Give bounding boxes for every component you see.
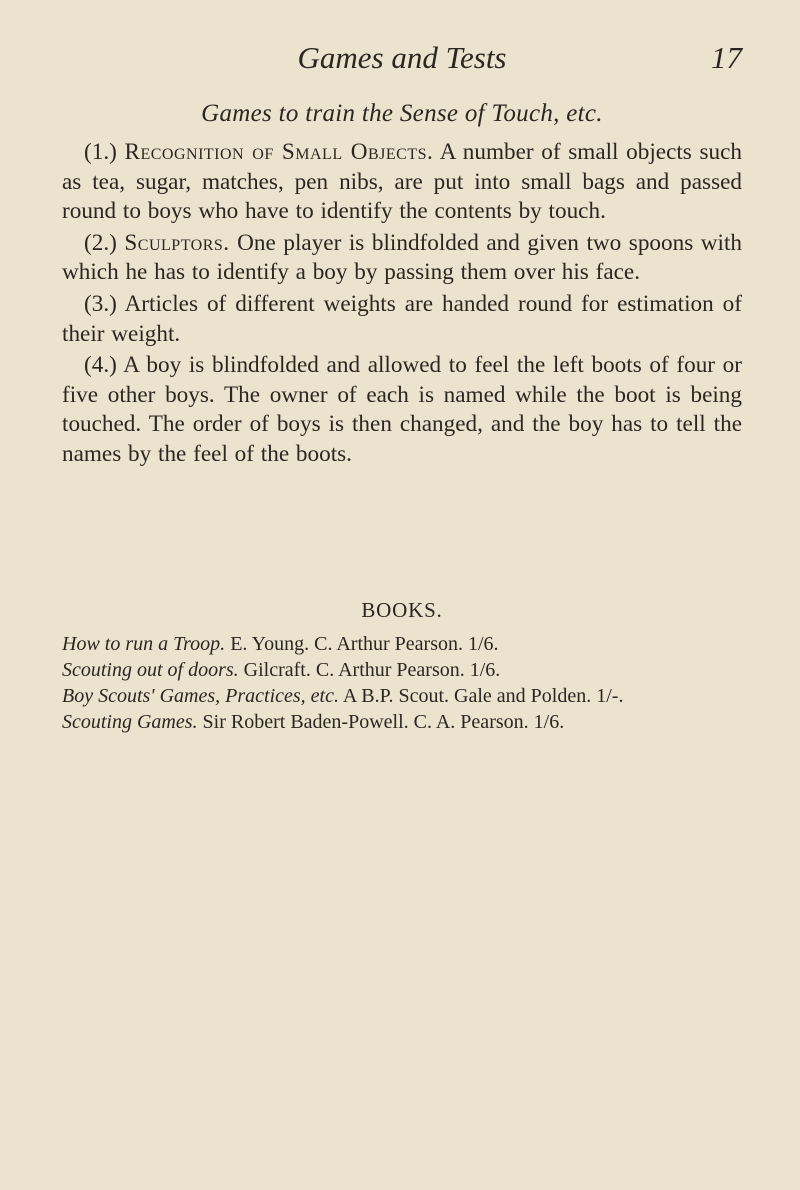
- book-title: How to run a Troop.: [62, 632, 226, 655]
- book-details: E. Young. C. Arthur Pearson. 1/6.: [230, 632, 499, 655]
- section-heading: Games to train the Sense of Touch, etc.: [201, 100, 603, 127]
- paragraph-1: [62, 138, 742, 227]
- book-details: Gilcraft. C. Arthur Pearson. 1/6.: [243, 658, 501, 681]
- paragraph-caption: Recognition of Small Objects.: [124, 139, 434, 165]
- paragraph-3: [62, 290, 742, 349]
- running-head-title: Games and Tests: [297, 40, 507, 75]
- paragraph-2: [62, 229, 742, 288]
- paragraph-number: (3.): [84, 290, 117, 317]
- books-heading: BOOKS.: [361, 597, 443, 622]
- paragraph-text: A number of small objects such as tea, sugar, matches, pen nibs, are put into small bags and passed round to boys who have to identify the contents by touch.: [62, 139, 742, 225]
- books-section: [62, 598, 742, 735]
- book-entry: [62, 709, 742, 735]
- book-entry: [62, 631, 742, 657]
- paragraph-4: [62, 351, 742, 469]
- book-title: Scouting Games.: [62, 710, 198, 733]
- running-head: [62, 40, 742, 88]
- paragraph-number: (1.): [84, 139, 117, 165]
- paragraph-number: (2.): [84, 229, 117, 256]
- book-details: Sir Robert Baden-Powell. C. A. Pearson. 1/6.: [202, 710, 565, 733]
- book-details: A B.P. Scout. Gale and Polden. 1/-.: [342, 684, 624, 707]
- paragraph-text: One player is blindfolded and given two spoons with which he has to identify a boy by passing them over his face.: [62, 229, 743, 286]
- paragraph-text: Articles of different weights are handed round for estimation of their weight.: [62, 290, 742, 347]
- paragraph-text: A boy is blindfolded and allowed to feel the left boots of four or five other boys. The owner of each is named while the boot is being touched. The order of boys is then changed, and the boy has to tell the names by the feel of the boots.: [62, 352, 742, 467]
- page-number: 17: [711, 40, 742, 75]
- book-title: Scouting out of doors.: [62, 658, 239, 681]
- book-page: [62, 40, 742, 735]
- paragraph-caption: Sculptors.: [124, 229, 230, 256]
- book-title: Boy Scouts' Games, Practices, etc.: [62, 684, 339, 707]
- book-entry: [62, 683, 742, 709]
- paragraph-number: (4.): [84, 352, 117, 379]
- book-entry: [62, 657, 742, 683]
